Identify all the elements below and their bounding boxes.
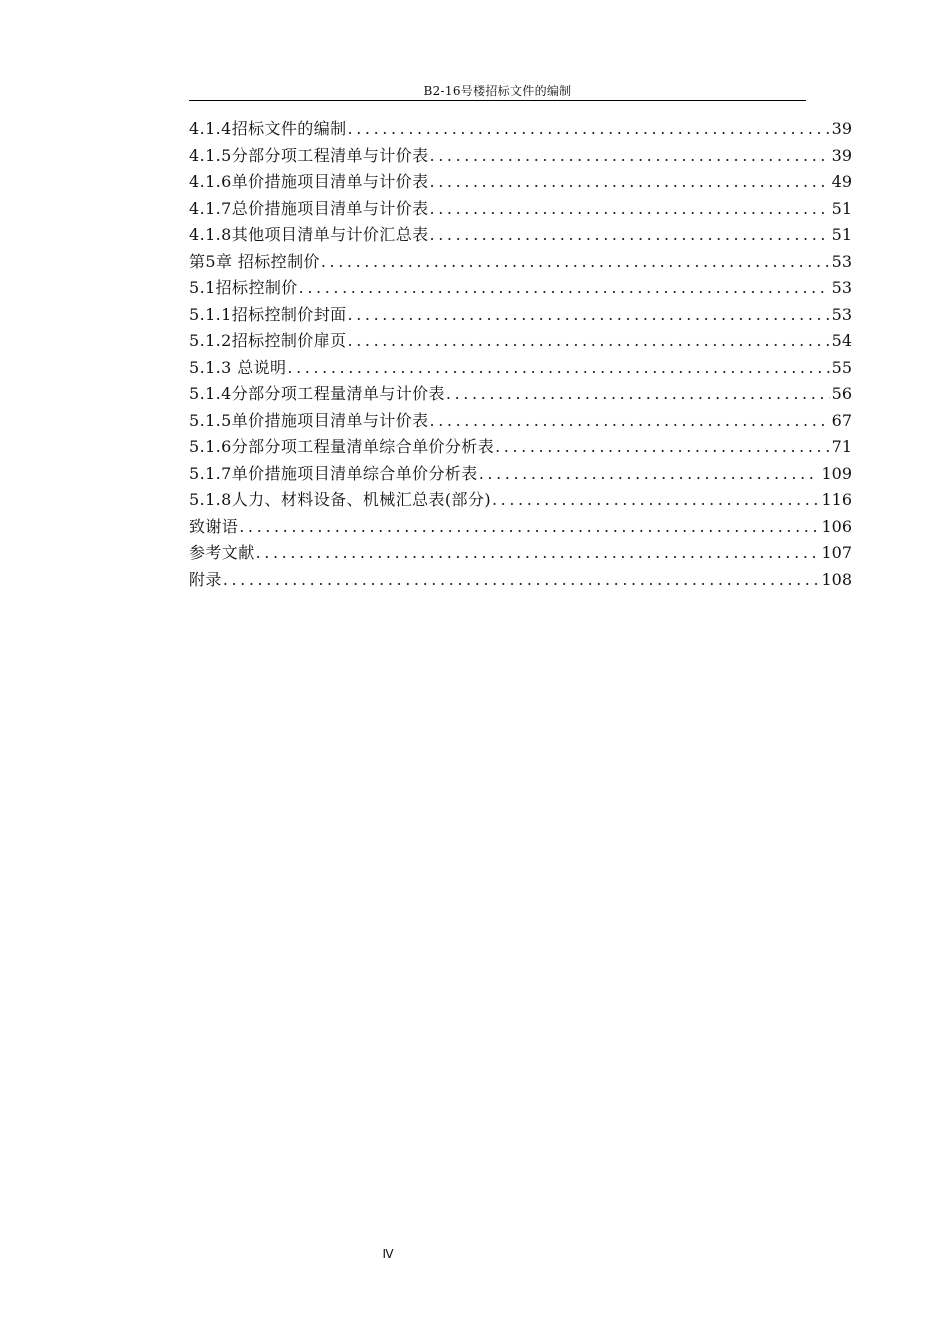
toc-entry-title: 5.1.7单价措施项目清单综合单价分析表 [189, 463, 478, 483]
table-of-contents [189, 116, 852, 593]
toc-entry-page: 106 [821, 516, 852, 536]
toc-entry-page: 56 [831, 384, 852, 403]
toc-entry [189, 381, 852, 408]
toc-entry-title: 附录 [189, 569, 222, 589]
toc-leader [347, 116, 830, 143]
toc-entry-page: 71 [831, 437, 852, 456]
toc-entry [189, 328, 852, 355]
toc-entry-page: 51 [831, 225, 852, 244]
toc-entry-title: 5.1.5单价措施项目清单与计价表 [189, 410, 429, 430]
toc-entry [189, 567, 852, 594]
toc-entry-title: 致谢语 [189, 516, 239, 536]
toc-entry-title: 第5章 招标控制价 [189, 251, 320, 271]
toc-entry-title: 5.1招标控制价 [189, 278, 298, 297]
toc-entry-title: 4.1.7总价措施项目清单与计价表 [189, 198, 429, 218]
toc-entry [189, 487, 852, 514]
toc-entry-title: 5.1.2招标控制价扉页 [189, 331, 347, 350]
toc-leader [320, 249, 830, 276]
toc-entry-title: 4.1.5分部分项工程清单与计价表 [189, 145, 429, 165]
toc-leader [286, 355, 829, 382]
toc-entry-title: 4.1.6单价措施项目清单与计价表 [189, 172, 429, 191]
toc-leader [429, 196, 830, 223]
toc-entry-page: 39 [831, 119, 852, 138]
toc-leader [347, 302, 830, 329]
toc-entry [189, 408, 852, 435]
toc-entry-page: 49 [831, 172, 852, 191]
toc-entry [189, 249, 852, 276]
toc-entry [189, 169, 852, 196]
toc-entry-page: 109 [821, 463, 852, 483]
toc-leader [491, 487, 819, 514]
page-number: Ⅳ [382, 1247, 394, 1261]
toc-entry-page: 55 [831, 357, 852, 377]
toc-leader [255, 540, 820, 567]
toc-entry-page: 39 [831, 145, 852, 165]
toc-entry-title: 5.1.6分部分项工程量清单综合单价分析表 [189, 437, 495, 456]
toc-leader [238, 514, 819, 541]
toc-entry [189, 540, 852, 567]
toc-entry-page: 67 [831, 410, 852, 430]
toc-entry-title: 4.1.8其他项目清单与计价汇总表 [189, 225, 429, 244]
toc-entry [189, 434, 852, 461]
toc-leader [222, 567, 820, 594]
toc-entry-title: 5.1.3 总说明 [189, 357, 287, 377]
toc-leader [429, 169, 830, 196]
toc-entry-page: 116 [821, 490, 852, 509]
running-header: B2-16号楼招标文件的编制 [423, 84, 572, 98]
toc-leader [478, 461, 820, 488]
toc-entry [189, 514, 852, 541]
header-rule [189, 100, 806, 101]
toc-entry [189, 116, 852, 143]
toc-entry-page: 54 [831, 331, 852, 350]
toc-entry [189, 196, 852, 223]
toc-entry [189, 143, 852, 170]
toc-entry-title: 5.1.4分部分项工程量清单与计价表 [189, 384, 445, 403]
toc-entry-page: 51 [831, 198, 852, 218]
toc-leader [347, 328, 830, 355]
toc-entry-page: 108 [821, 569, 852, 589]
toc-leader [298, 275, 830, 302]
toc-entry [189, 302, 852, 329]
toc-entry [189, 275, 852, 302]
toc-entry-title: 参考文献 [189, 543, 255, 562]
toc-leader [429, 222, 830, 249]
toc-entry-title: 5.1.8人力、材料设备、机械汇总表(部分) [189, 490, 491, 509]
toc-entry-title: 4.1.4招标文件的编制 [189, 119, 347, 138]
toc-entry [189, 222, 852, 249]
toc-entry-page: 53 [831, 278, 852, 297]
toc-entry [189, 461, 852, 488]
toc-entry-title: 5.1.1招标控制价封面 [189, 304, 347, 324]
toc-leader [494, 434, 830, 461]
toc-entry-page: 53 [831, 251, 852, 271]
toc-leader [445, 381, 830, 408]
toc-entry [189, 355, 852, 382]
toc-entry-page: 53 [831, 304, 852, 324]
toc-leader [429, 408, 830, 435]
toc-leader [429, 143, 830, 170]
toc-entry-page: 107 [821, 543, 852, 562]
